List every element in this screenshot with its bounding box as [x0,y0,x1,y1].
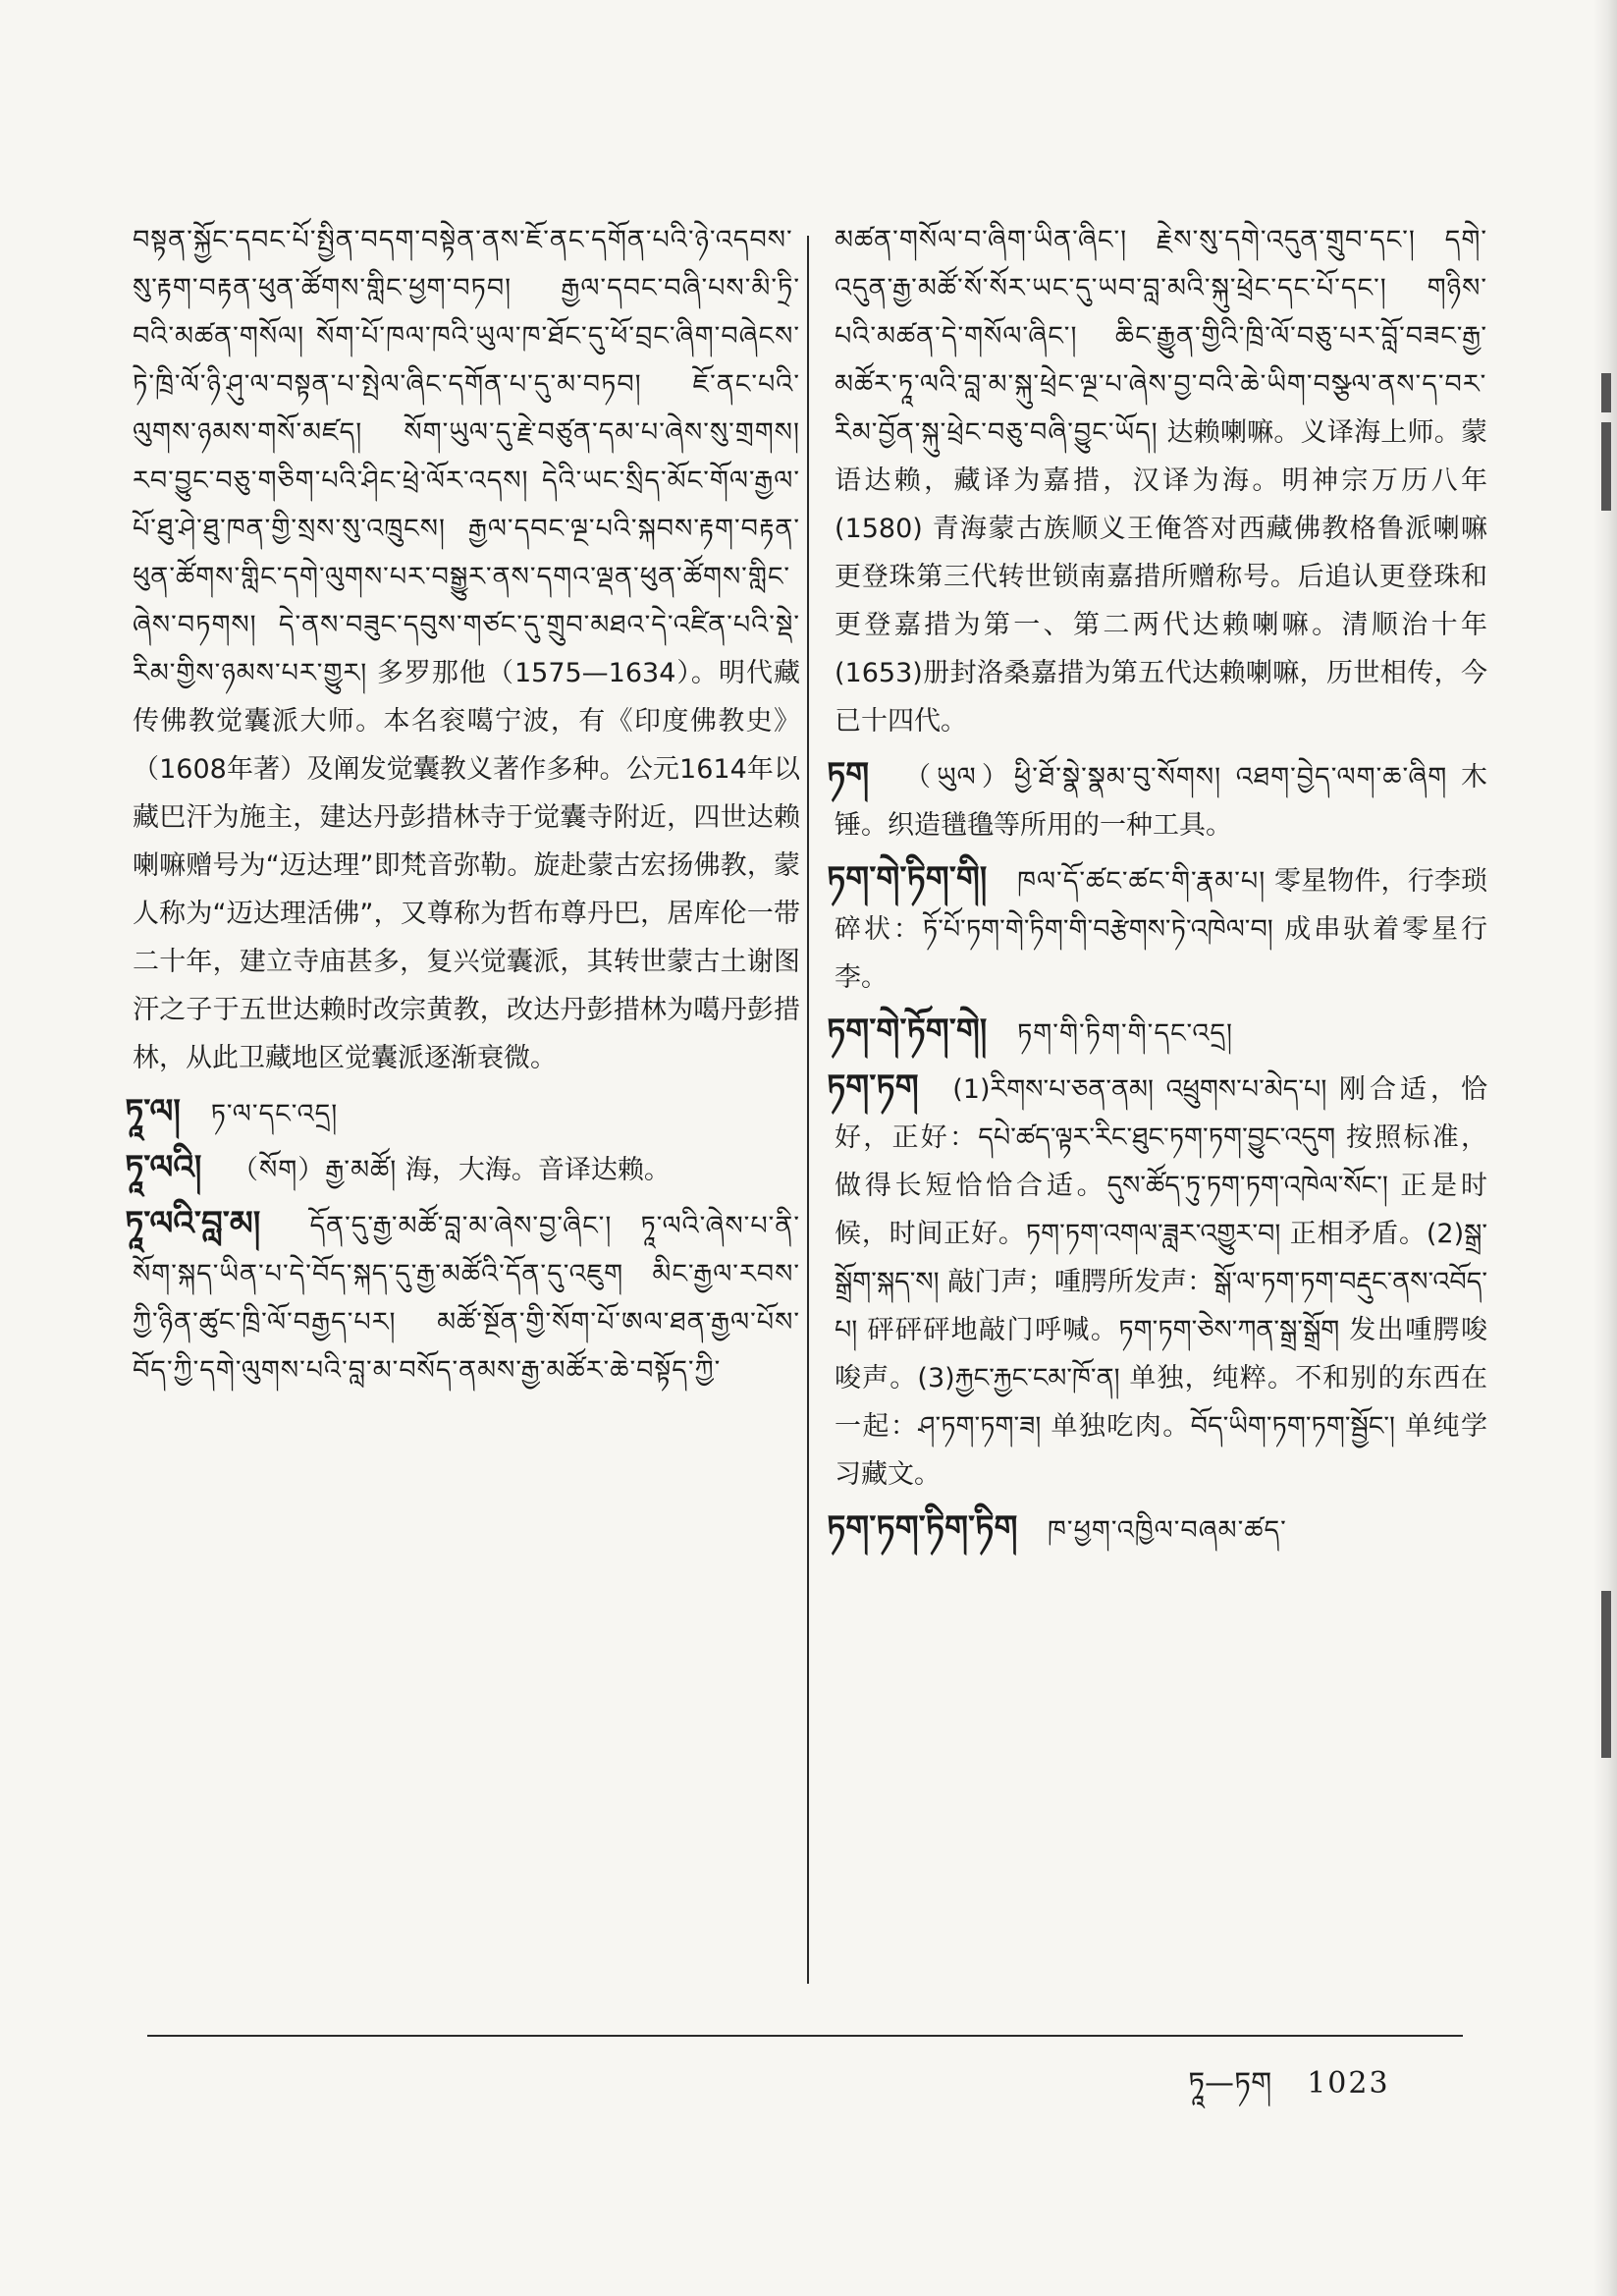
page-footer [1188,2050,1390,2133]
right-column [827,216,1487,1555]
headword: ཏག་ཏག [827,1067,919,1107]
entry-tag [827,751,1487,849]
left-column [125,216,800,1394]
headword: ཏཱ་ལའི་བླ་མ། [125,1204,261,1243]
chinese-text: 达赖喇嘛。义译海上师。蒙语达赖，藏译为嘉措，汉译为海。明神宗万历八年(1580) 青海蒙古族顺义王俺答对西藏佛教格鲁派喇嘛更登珠第三代转世锁南嘉措所赠称号。后追认更登珠和更登嘉措为第一、第二两代达赖喇嘛。清顺治十年(1653)册封洛桑嘉措为第五代达赖喇嘛，历世相传，今已十四代。 [835,417,1487,737]
entry-tag-ge-tog-ge [827,1008,1487,1058]
entry-ta-la-yi-lama [125,1200,800,1394]
tibetan-text: བསྟན་སྐྱོང་དབང་པོ་སྤྱིན་བདག་བསྟེན་ནས་ཇོ་ནང་དགོན་པའི་ཉེ་འདབས་སུ་རྟག་བརྟན་ཕུན་ཚོགས་གླིང་ཕྱག་བཏབ། རྒྱལ་དབང་བཞི་པས་མི་ཏྲི་བའི་མཚན་གསོལ། སོག་པོ་ཁལ་ཁའི་ཡུལ་ཁ་ཐོང་དུ་ཕོ་བྲང་ཞིག་བཞེངས་ཏེ་ཁྲི་ལོ་ཉི་ཤུ་ལ་བསྟན་པ་སྤེལ་ཞིང་དགོན་པ་དུ་མ་བཏབ། ཇོ་ནང་པའི་ལུགས་ཉམས་གསོ་མཛད། སོག་ཡུལ་དུ་རྗེ་བཙུན་དམ་པ་ཞེས་སུ་གྲགས། རབ་བྱུང་བཅུ་གཅིག་པའི་ཤིང་ཕྲེ་ལོར་འདས། དེའི་ཡང་སྲིད་མོང་གོལ་རྒྱལ་པོ་ཐུ་ཤེ་ཐུ་ཁན་གྱི་སྲས་སུ་འཁྲུངས། རྒྱལ་དབང་ལྔ་པའི་སྐབས་རྟག་བརྟན་ཕུན་ཚོགས་གླིང་དགེ་ལུགས་པར་བསྒྱུར་ནས་དགའ་ལྡན་ཕུན་ཚོགས་གླིང་ཞེས་བཏགས། དེ་ནས་བཟུང་དབུས་གཙང་དུ་གྲུབ་མཐའ་དེ་འཛིན་པའི་སྡེ་རིམ་གྱིས་ཉམས་པར་གྱུར། [133,225,800,688]
entry-continuation [133,216,800,1082]
headword: ཏག [827,755,870,794]
column-divider [807,236,809,1984]
headword: ཏཱ་ལའི། [125,1148,202,1187]
headword: ཏག་ཏག་ཏིག་ཏིག [827,1508,1018,1548]
tibetan-text: ཏག་གི་ཏིག་གི་དང་འདྲ། [1016,1018,1234,1049]
chinese-text: 多罗那他（1575—1634）。明代藏传佛教觉囊派大师。本名衮噶宁波，有《印度佛教史》（1608年著）及阐发觉囊教义著作多种。公元1614年以藏巴汗为施主，建达丹彭措林寺于觉囊寺附近，四世达赖喇嘛赠号为“迈达理”即梵音弥勒。旋赴蒙古宏扬佛教，蒙人称为“迈达理活佛”，又尊称为哲布尊丹巴，居库伦一带二十年，建立寺庙甚多，复兴觉囊派，其转世蒙古土谢图汗之子于五世达赖时改宗黄教，改达丹彭措林为噶丹彭措林，从此卫藏地区觉囊派逐渐衰微。 [133,658,800,1073]
chinese-text: 零星物件，行李琐碎状：ཏོ་པོ་ཏག་གེ་ཏིག་གི་བརྩེགས་ཏེ་འཁེལ་བ། 成串驮着零星行李。 [835,866,1487,993]
tibetan-text: དོན་དུ་རྒྱ་མཚོ་བླ་མ་ཞེས་བྱ་ཞིང་། ཏཱ་ལའི་ཞེས་པ་ནི་སོག་སྐད་ཡིན་པ་དེ་བོད་སྐད་དུ་རྒྱ་མཚོའི་དོན་དུ་འཇུག མིང་རྒྱལ་རབས་ཀྱི་ཉིན་ཚུང་ཁྲི་ལོ་བརྒྱད་པར། མཚོ་སྔོན་གྱི་སོག་པོ་ཨལ་ཐན་རྒྱལ་པོས་བོད་ཀྱི་དགེ་ལུགས་པའི་བླ་མ་བསོད་ནམས་རྒྱ་མཚོར་ཆེ་བསྟོད་ཀྱི་ [133,1211,800,1386]
entry-ta-la [125,1088,800,1138]
page-range: ཏཱ—ཏག [1188,2066,1272,2101]
page-number: 1023 [1307,2066,1390,2101]
headword: ཏཱ་ལ། [125,1092,181,1131]
tibetan-text: ཏ་ལ་དང་འདྲ། [210,1099,339,1129]
entry-tag-tag [827,1064,1487,1499]
tibetan-text: ཁལ་དོ་ཚང་ཚང་གི་རྣམ་པ། [1017,866,1267,897]
footer-rule [147,2035,1463,2037]
chinese-text: 木锤。织造氆氇等所用的一种工具。 [835,762,1487,841]
scan-mark [1601,373,1611,412]
headword: ཏག་གེ་ཏོག་གེ། [827,1011,988,1051]
tibetan-text: （སོག）རྒྱ་མཚོ། [232,1155,398,1185]
entry-ta-la-yi [125,1144,800,1194]
chinese-text: 海，大海。音译达赖。 [404,1155,671,1185]
scan-mark [1601,422,1611,511]
entry-tag-ge-tig-gi [827,855,1487,1002]
headword: ཏག་གེ་ཏིག་གི། [827,859,988,899]
scan-mark [1601,1591,1611,1758]
tibetan-text: མཚན་གསོལ་བ་ཞིག་ཡིན་ཞིང་། རྗེས་སུ་དགེ་འདུན་གྲུབ་དང་། དགེ་འདུན་རྒྱ་མཚོ་སོ་སོར་ཡང་དུ་ཡབ་བླ་མའི་སྐུ་ཕྲེང་དང་པོ་དང་། གཉིས་པའི་མཚན་དེ་གསོལ་ཞིང་། ཆིང་རྒྱུན་གྱིའི་ཁྲི་ལོ་བཅུ་པར་བློ་བཟང་རྒྱ་མཚོར་ཏཱ་ལའི་བླ་མ་སྐུ་ཕྲེང་ལྔ་པ་ཞེས་བྱ་བའི་ཆེ་ཡིག་བསྩལ་ནས་ད་བར་རིམ་བྱོན་སྐུ་ཕྲེང་བཅུ་བཞི་བྱུང་ཡོད། [835,225,1487,448]
entry-tag-tag-tig-tig [827,1504,1487,1555]
tibetan-text: ཁ་ཕྱག་འཁྱིལ་བཞམ་ཚད་ [1048,1515,1287,1546]
entry-continuation [835,216,1487,745]
scan-edge [1593,0,1617,2296]
tibetan-text: （ཡུལ）ཕྱི་ཐོ་སྣེ་སྣམ་བུ་སོགས། འཐག་བྱེད་ལག་ཆ་ཞིག [903,762,1448,793]
chinese-text: (1)རིགས་པ་ཅན་ནམ། འཕྲུགས་པ་མེད་པ། 刚合适，恰好，正好：དཔེ་ཚད་ལྟར་རིང་ཐུང་ཏག་ཏག་བྱུང་འདུག 按照标准，做得长短恰恰合适。དུས་ཚོད་ཏུ་ཏག་ཏག་འཁེལ་སོང་། 正是时候，时间正好。ཏག་ཏག་འགལ་ཟླར་འགྱུར་བ། 正相矛盾。(2)སྒྲ་སྒྲོག་སྐད་ས། 敲门声；喠腭所发声：སྒོ་ལ་ཏག་ཏག་བརྡུང་ནས་འབོད་པ། 砰砰砰地敲门呼喊。ཏག་ཏག་ཅེས་ཀན་སྒྲ་སྒྲོག 发出喠腭唆唆声。(3)རྐྱང་རྐྱང་ངམ་ཁོ་ན། 单独，纯粹。不和别的东西在一起：ཤ་ཏག་ཏག་ཟ། 单独吃肉。བོད་ཡིག་ཏག་ཏག་སྦྱོང་། 单纯学习藏文。 [835,1074,1487,1490]
